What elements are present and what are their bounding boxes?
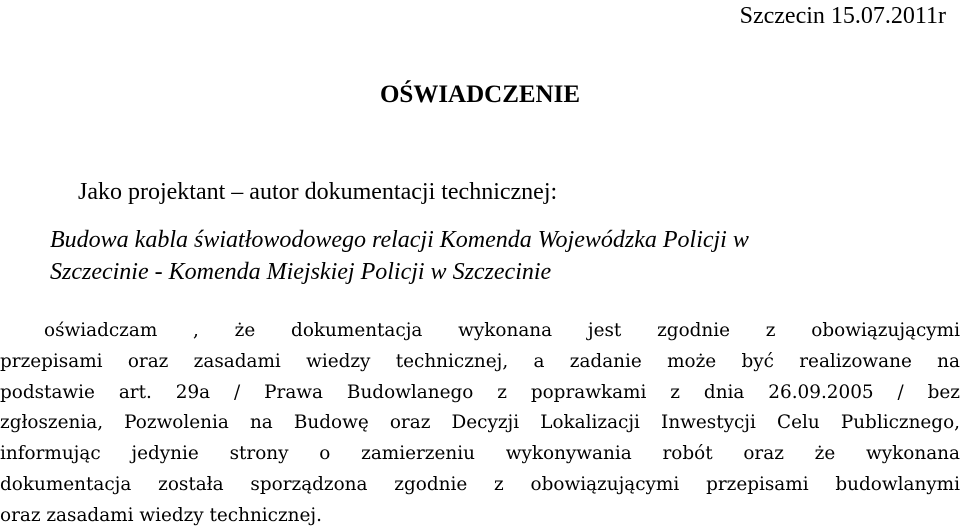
statement-line: oraz zasadami wiedzy technicznej. — [0, 504, 322, 526]
document-date: Szczecin 15.07.2011r — [739, 3, 946, 29]
statement-line: oświadczam , że dokumentacja wykonana jest zgodnie z obowiązującymi — [44, 320, 960, 341]
statement-line: podstawie art. 29a / Prawa Budowlanego z poprawkami z dnia 26.09.2005 / bez — [0, 381, 960, 403]
statement-line: dokumentacja została sporządzona zgodnie z obowiązującymi przepisami budowlanymi — [0, 473, 960, 495]
statement-paragraph — [0, 316, 960, 532]
document-title: OŚWIADCZENIE — [379, 81, 581, 108]
project-name-line: Szczecinie - Komenda Miejskiej Policji w Szczecinie — [50, 259, 552, 285]
statement-line: informując jedynie strony o zamierzeniu wykonywania robót oraz że wykonana — [0, 443, 960, 465]
author-intro: Jako projektant – autor dokumentacji technicznej: — [78, 179, 558, 205]
project-name-line: Budowa kabla światłowodowego relacji Komenda Wojewódzka Policji w — [50, 227, 749, 253]
statement-line: zgłoszenia, Pozwolenia na Budowę oraz Decyzji Lokalizacji Inwestycji Celu Publicznego, — [0, 412, 960, 434]
project-name — [50, 224, 749, 288]
statement-line: przepisami oraz zasadami wiedzy technicznej, a zadanie może być realizowane na — [0, 350, 960, 372]
